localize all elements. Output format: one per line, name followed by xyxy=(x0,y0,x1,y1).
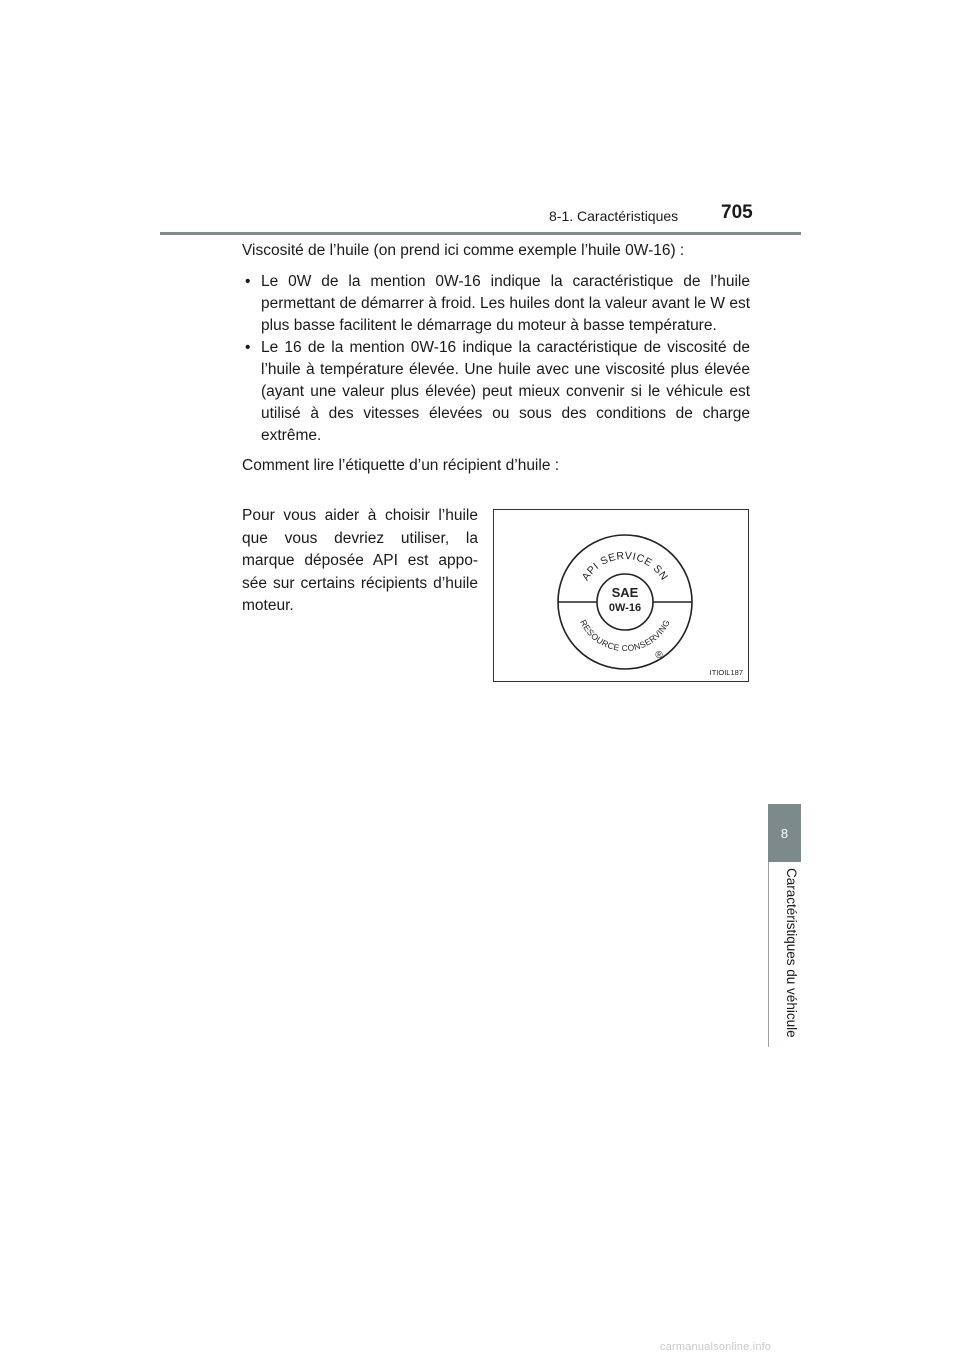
section-title: 8-1. Caractéristiques xyxy=(549,208,679,224)
chapter-label: Caractéristiques du véhicule xyxy=(784,868,799,1038)
api-symbol-figure xyxy=(493,509,749,682)
chapter-tab xyxy=(768,804,801,862)
center-sae: SAE xyxy=(611,585,639,600)
registered-mark: ® xyxy=(655,650,663,661)
center-grade: 0W-16 xyxy=(608,602,642,614)
footer-watermark: carmanualsonline.info xyxy=(660,1341,772,1353)
page-number: 705 xyxy=(721,202,753,223)
bullet-icon: • xyxy=(245,339,251,356)
main-content xyxy=(242,240,750,477)
top-arc-text: API SERVICE SN xyxy=(579,549,671,583)
bullet-text: Le 16 de la mention 0W-16 indique la caractéristique de viscosité de l’huile à température élevée. Une huile avec une viscosité plus élevée (ayant une valeur plus élevée) peut mieux convenir si le véhicule est utilisé à des vitesses élevées ou sous des conditions de charge extrême. xyxy=(261,339,750,444)
bullet-text: Le 0W de la mention 0W-16 indique la caractéristique de l’huile permettant de démarrer à froid. Les huiles dont la valeur avant le W est plus basse facilitent le démarrage du moteur à basse température. xyxy=(261,273,750,334)
viscosity-bullet-list xyxy=(242,271,750,447)
bullet-icon: • xyxy=(245,273,251,290)
chapter-number: 8 xyxy=(780,825,789,841)
chapter-tab-divider xyxy=(768,862,769,1047)
figure-code: ITIOIL187 xyxy=(709,668,743,677)
header-divider xyxy=(160,232,801,235)
bottom-arc-text: RESOURCE CONSERVING xyxy=(578,617,672,654)
viscosity-intro: Viscosité de l’huile (on prend ici comme exemple l’huile 0W-16) : xyxy=(242,242,685,259)
api-donut-symbol xyxy=(494,510,750,683)
label-heading: Comment lire l’étiquette d’un récipient d’huile : xyxy=(242,457,560,474)
bullet-item xyxy=(242,337,750,447)
label-description: Pour vous aider à choisir l’huile que vous devriez utiliser, la marque déposée API est appo-sée sur certains récipients d’huile moteur. xyxy=(242,507,478,614)
bullet-item xyxy=(242,271,750,337)
